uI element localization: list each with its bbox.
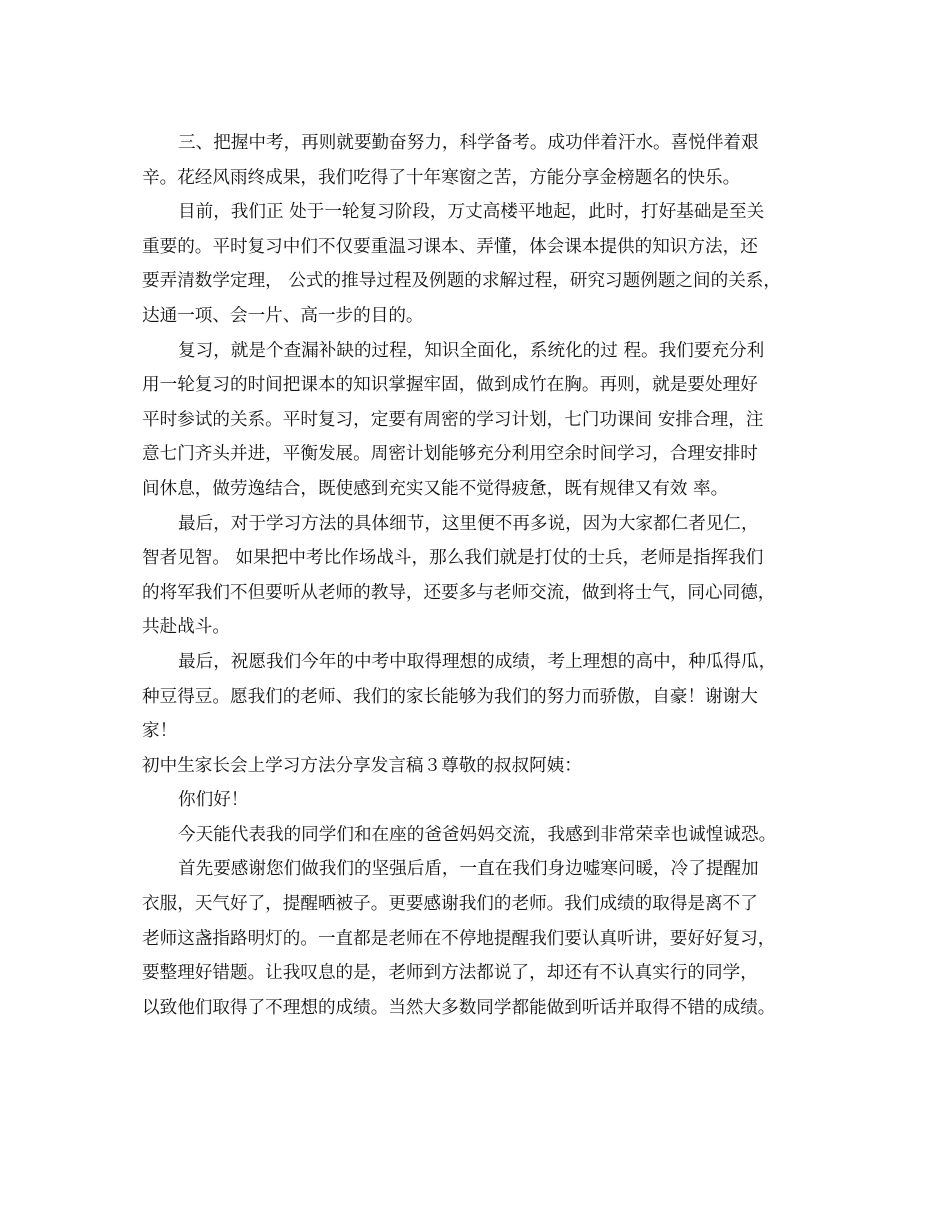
text-line: 的将军我们不但要听从老师的教导，还要多与老师交流，做到将士气，同心同德， xyxy=(142,582,776,603)
document-body xyxy=(142,126,822,1025)
text-line: 用一轮复习的时间把课本的知识掌握牢固，做到成竹在胸。再则，就是要处理好 xyxy=(142,375,758,396)
text-line: 辛。花经风雨终成果，我们吃得了十年寒窗之苦，方能分享金榜题名的快乐。 xyxy=(142,167,741,188)
text-line: 平时参试的关系。平时复习，定要有周密的学习计划，七门功课间 安排合理，注 xyxy=(142,409,764,430)
text-line: 三、把握中考，再则就要勤奋努力，科学备考。成功伴着汗水。喜悦伴着艰 xyxy=(178,133,759,153)
text-line: 智者见智。 如果把中考比作场战斗，那么我们就是打仗的士兵，老师是指挥我们 xyxy=(142,548,764,569)
section-heading-line: 初中生家长会上学习方法分享发言稿３尊敬的叔叔阿姨： xyxy=(142,755,582,776)
text-line: 种豆得豆。愿我们的老师、我们的家长能够为我们的努力而骄傲，自豪！谢谢大 xyxy=(142,686,758,707)
text-line: 今天能代表我的同学们和在座的爸爸妈妈交流，我感到非常荣幸也诚惶诚恐。 xyxy=(178,824,777,845)
text-line: 最后，对于学习方法的具体细节，这里便不再多说，因为大家都仁者见仁， xyxy=(178,513,759,534)
text-line: 要弄清数学定理， 公式的推导过程及例题的求解过程，研究习题例题之间的关系， xyxy=(142,271,781,292)
text-line: 首先要感谢您们做我们的坚强后盾，一直在我们身边嘘寒问暖，冷了提醒加 xyxy=(178,859,759,880)
text-line: 最后，祝愿我们今年的中考中取得理想的成绩，考上理想的高中，种瓜得瓜， xyxy=(178,651,777,672)
text-line: 复习，就是个查漏补缺的过程，知识全面化，系统化的过 程。我们要充分利 xyxy=(178,340,765,361)
text-line: 以致他们取得了不理想的成绩。当然大多数同学都能做到听话并取得不错的成绩。 xyxy=(142,997,776,1018)
text-line: 间休息，做劳逸结合，既使感到充实又能不觉得疲惫，既有规律又有效 率。 xyxy=(142,478,729,499)
text-line: 你们好！ xyxy=(178,790,249,811)
text-line: 共赴战斗。 xyxy=(142,617,230,638)
text-line: 意七门齐头并进，平衡发展。周密计划能够充分利用空余时间学习，合理安排时 xyxy=(142,444,758,465)
text-line: 老师这盏指路明灯的。一直都是老师在不停地提醒我们要认真听讲，要好好复习， xyxy=(142,928,776,949)
text-line: 衣服，天气好了，提醒晒被子。更要感谢我们的老师。我们成绩的取得是离不了 xyxy=(142,894,758,915)
text-line: 重要的。平时复习中们不仅要重温习课本、弄懂，体会课本提供的知识方法，还 xyxy=(142,236,758,257)
text-line: 目前，我们正 处于一轮复习阶段，万丈高楼平地起，此时，打好基础是至关 xyxy=(178,202,765,223)
text-line: 达通一项、会一片、高一步的目的。 xyxy=(142,305,424,326)
text-line: 要整理好错题。让我叹息的是，老师到方法都说了，却还有不认真实行的同学， xyxy=(142,963,758,984)
text-line: 家！ xyxy=(142,721,178,742)
